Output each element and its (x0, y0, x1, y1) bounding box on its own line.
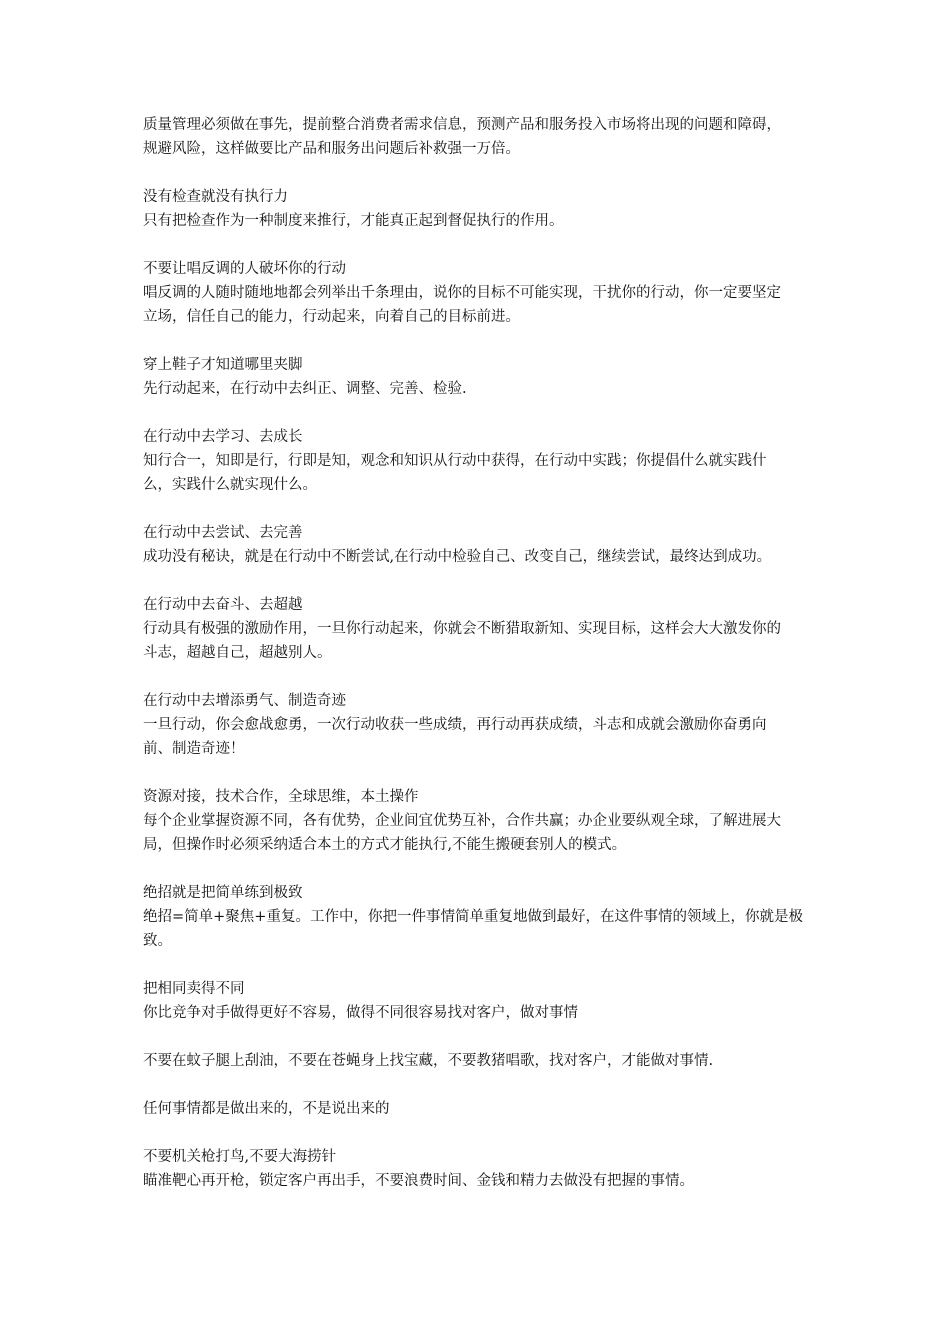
section-heading: 在行动中去尝试、去完善 (143, 525, 303, 541)
document-body (143, 113, 855, 1217)
text-line: 你比竞争对手做得更好不容易，做得不同很容易找对客户，做对事情 (143, 1005, 578, 1021)
text-line: 成功没有秘诀，就是在行动中不断尝试,在行动中检验自己、改变自己，继续尝试，最终达到成功。 (143, 549, 772, 565)
text-line: 只有把检查作为一种制度来推行，才能真正起到督促执行的作用。 (143, 213, 564, 229)
section-heading: 在行动中去奋斗、去超越 (143, 597, 303, 613)
text-line: 知行合一，知即是行，行即是知，观念和知识从行动中获得，在行动中实践；你提倡什么就实践什 (143, 453, 767, 469)
text-line: 致。 (143, 933, 172, 949)
section-heading: 绝招就是把简单练到极致 (143, 885, 303, 901)
section-heading: 穿上鞋子才知道哪里夹脚 (143, 357, 303, 373)
text-section (143, 1145, 855, 1193)
text-line: 绝招=简单+聚焦+重复。工作中，你把一件事情简单重复地做到最好，在这件事情的领域上，你就是极 (143, 909, 803, 925)
section-heading: 在行动中去增添勇气、制造奇迹 (143, 693, 346, 709)
section-heading: 把相同卖得不同 (143, 981, 245, 997)
text-section (143, 353, 855, 401)
text-section (143, 521, 855, 569)
text-section (143, 1097, 855, 1121)
text-line: 立场，信任自己的能力，行动起来，向着自己的目标前进。 (143, 309, 520, 325)
text-section (143, 1049, 855, 1073)
text-line: 先行动起来，在行动中去纠正、调整、完善、检验. (143, 381, 467, 397)
text-section (143, 689, 855, 761)
text-line: 不要在蚊子腿上刮油，不要在苍蝇身上找宝藏，不要教猪唱歌，找对客户，才能做对事情. (143, 1053, 714, 1069)
text-line: 前、制造奇迹！ (143, 741, 245, 757)
text-section (143, 593, 855, 665)
section-heading: 不要机关枪打鸟,不要大海捞针 (143, 1149, 337, 1165)
text-line: 规避风险，这样做要比产品和服务出问题后补救强一万倍。 (143, 141, 520, 157)
text-line: 任何事情都是做出来的，不是说出来的 (143, 1101, 390, 1117)
section-heading: 不要让唱反调的人破坏你的行动 (143, 261, 346, 277)
text-line: 局，但操作时必须采纳适合本土的方式才能执行,不能生搬硬套别人的模式。 (143, 837, 627, 853)
text-section (143, 425, 855, 497)
text-section (143, 977, 855, 1025)
text-line: 行动具有极强的激励作用，一旦你行动起来，你就会不断猎取新知、实现目标，这样会大大激发你的 (143, 621, 781, 637)
text-section (143, 785, 855, 857)
section-heading: 资源对接，技术合作，全球思维，本土操作 (143, 789, 419, 805)
section-heading: 没有检查就没有执行力 (143, 189, 288, 205)
text-section (143, 257, 855, 329)
text-line: 唱反调的人随时随地地都会列举出千条理由，说你的目标不可能实现，干扰你的行动，你一定要坚定 (143, 285, 781, 301)
text-line: 斗志，超越自己，超越别人。 (143, 645, 332, 661)
text-section (143, 113, 855, 161)
text-line: 瞄准靶心再开枪，锁定客户再出手，不要浪费时间、金钱和精力去做没有把握的事情。 (143, 1173, 694, 1189)
text-section (143, 185, 855, 233)
text-line: 一旦行动，你会愈战愈勇，一次行动收获一些成绩，再行动再获成绩，斗志和成就会激励你奋勇向 (143, 717, 767, 733)
text-section (143, 881, 855, 953)
section-heading: 质量管理必须做在事先，提前整合消费者需求信息，预测产品和服务投入市场将出现的问题和障碍， (143, 117, 781, 133)
text-line: 每个企业掌握资源不同，各有优势，企业间宜优势互补，合作共赢；办企业要纵观全球，了解进展大 (143, 813, 781, 829)
section-heading: 在行动中去学习、去成长 (143, 429, 303, 445)
text-line: 么，实践什么就实现什么。 (143, 477, 317, 493)
